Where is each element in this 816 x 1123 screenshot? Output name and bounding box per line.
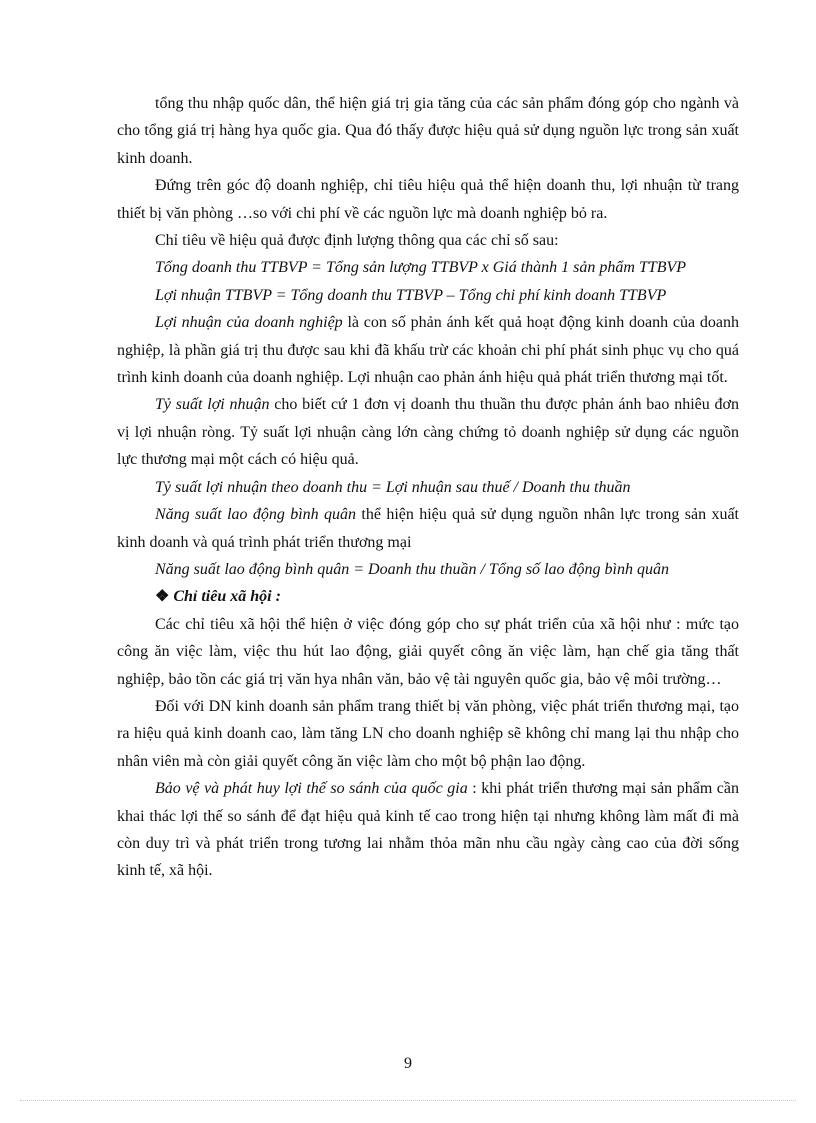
formula-profit-rate: Tỷ suất lợi nhuận theo doanh thu = Lợi nhuận sau thuế / Doanh thu thuần: [155, 478, 631, 496]
paragraph-2: Đứng trên góc độ doanh nghiệp, chỉ tiêu hiệu quả thể hiện doanh thu, lợi nhuận từ trang thiết bị văn phòng …so với chi phí về các nguồn lực mà doanh nghiệp bỏ ra.: [117, 177, 739, 222]
paragraph-1: tổng thu nhập quốc dân, thể hiện giá trị gia tăng của các sản phẩm đóng góp cho ngành và cho tổng giá trị hàng hya quốc gia. Qua đó thấy được hiệu quả sử dụng nguồn lực trong sản xuất kinh doanh.: [117, 95, 739, 167]
heading-text: Chỉ tiêu xã hội :: [173, 588, 281, 606]
comparative-advantage-description: : khi phát triển thương mại sản phẩm cần khai thác lợi thế so sánh để đạt hiệu quả kinh tế cao trong hiện tại nhưng không làm mất đi mà còn duy trì và phát triển trong tương lai nhằm thỏa mãn nhu cầu ngày càng cao của đời sống kinh tế, xã hội.: [117, 780, 740, 880]
term-comparative-advantage: Bảo vệ và phát huy lợi thế so sánh của quốc gia: [155, 780, 468, 798]
paragraph-profit-rate: [117, 391, 739, 473]
paragraph-office-equipment: Đối với DN kinh doanh sản phẩm trang thiết bị văn phòng, việc phát triển thương mại, tạo ra hiệu quả kinh doanh cao, làm tăng LN cho doanh nghiệp sẽ không chỉ mang lại thu nhập cho nhân viên mà còn giải quyết công ăn việc làm cho một bộ phận lao động.: [117, 697, 739, 770]
term-profit-rate: Tỷ suất lợi nhuận: [155, 396, 270, 414]
section-heading-social: [117, 583, 739, 610]
paragraph-profit: [117, 309, 739, 391]
formula-profit: Lợi nhuận TTBVP = Tổng doanh thu TTBVP – Tổng chi phí kinh doanh TTBVP: [155, 286, 667, 304]
term-profit: Lợi nhuận của doanh nghiệp: [155, 314, 343, 332]
profit-rate-description: cho biết cứ 1 đơn vị doanh thu thuần thu được phản ánh bao nhiêu đơn vị lợi nhuận ròng. Tỷ suất lợi nhuận càng lớn càng chứng tỏ doanh nghiệp sử dụng các nguồn lực thương mại một cách có hiệu quả.: [117, 396, 740, 469]
paragraph-comparative-advantage: [117, 775, 739, 885]
labor-productivity-description: thể hiện hiệu quả sử dụng nguồn nhân lực trong sản xuất kinh doanh và quá trình phát triển thương mại: [117, 506, 740, 551]
footer-divider: [20, 1100, 796, 1101]
paragraph-3: Chỉ tiêu về hiệu quả được định lượng thông qua các chỉ số sau:: [155, 232, 559, 250]
formula-revenue: Tổng doanh thu TTBVP = Tổng sản lượng TTBVP x Giá thành 1 sản phẩm TTBVP: [155, 259, 687, 277]
profit-description: là con số phản ánh kết quả hoạt động kinh doanh của doanh nghiệp, là phần giá trị thu được sau khi đã khấu trừ các khoản chi phí phát sinh phục vụ cho quá trình kinh doanh của doanh nghiệp. Lợi nhuận cao phản ánh hiệu quả phát triển thương mại tốt.: [117, 314, 740, 387]
paragraph-labor-productivity: [117, 501, 739, 556]
body-text: [117, 90, 739, 885]
diamond-bullet-icon: ❖: [155, 588, 170, 606]
formula-labor-productivity: Năng suất lao động bình quân = Doanh thu thuần / Tổng số lao động bình quân: [155, 560, 669, 578]
term-labor-productivity: Năng suất lao động bình quân: [155, 506, 357, 524]
paragraph-social: Các chỉ tiêu xã hội thể hiện ở việc đóng góp cho sự phát triển của xã hội như : mức tạo công ăn việc làm, việc thu hút lao động, giải quyết công ăn việc làm, hạn chế gia tăng thất nghiệp, bảo tồn các giá trị văn hya nhân văn, bảo vệ tài nguyên quốc gia, bảo vệ môi trường…: [117, 615, 739, 688]
page-number: 9: [404, 1055, 412, 1072]
